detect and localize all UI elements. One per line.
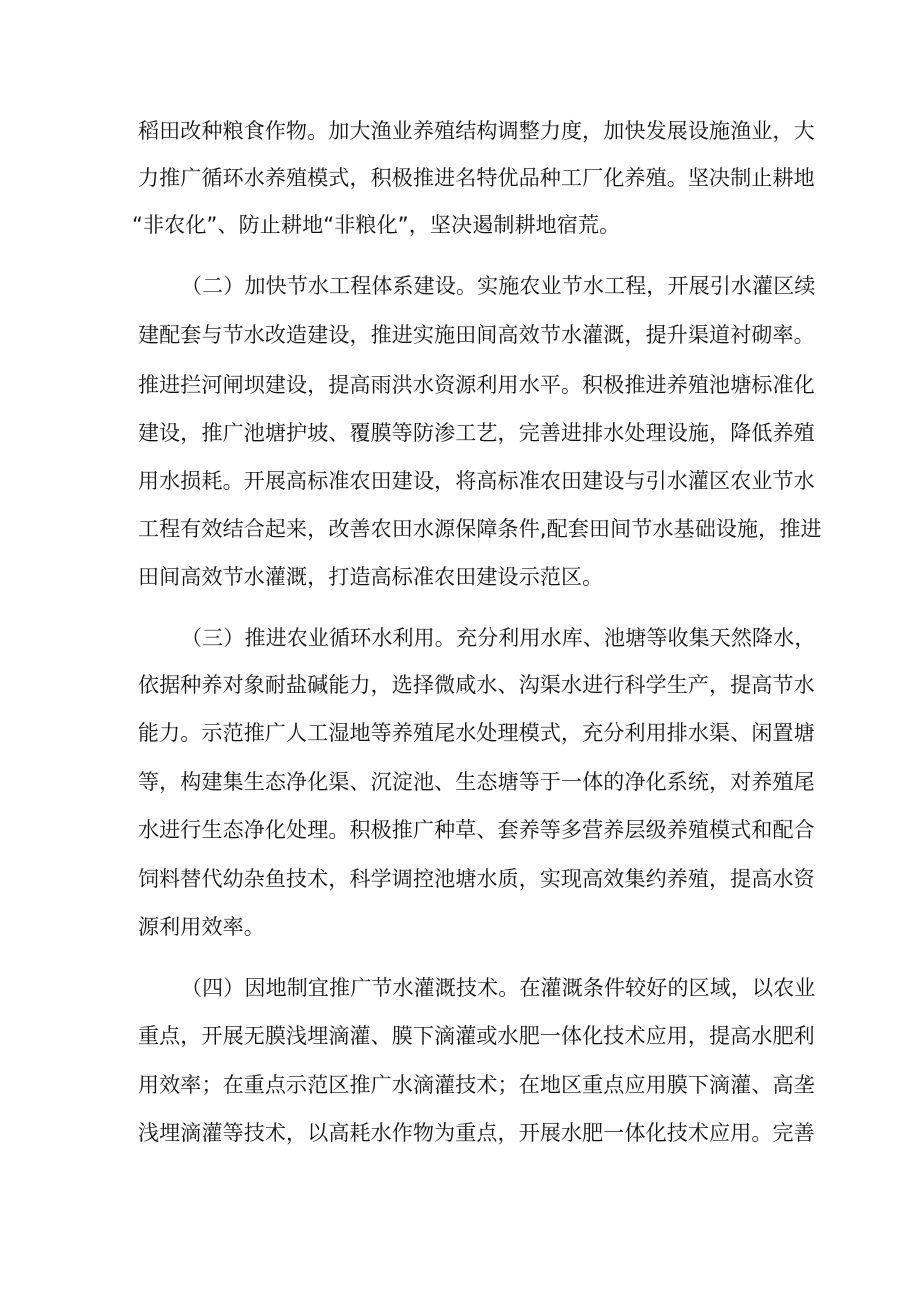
paragraph-3-line-3: 能力。示范推广人工湿地等养殖尾水处理模式，充分利用排水渠、闲置塘 <box>138 721 815 745</box>
paragraph-2-line-3: 推进拦河闸坝建设，提高雨洪水资源利用水平。积极推进养殖池塘标准化 <box>138 373 815 397</box>
paragraph-2-line-5: 用水损耗。开展高标准农田建设，将高标准农田建设与引水灌区农业节水 <box>138 469 815 493</box>
paragraph-4-line-4: 浅埋滴灌等技术，以高耗水作物为重点，开展水肥一体化技术应用。完善 <box>138 1121 815 1145</box>
paragraph-2-line-1: （二）加快节水工程体系建设。实施农业节水工程，开展引水灌区续 <box>181 274 816 298</box>
paragraph-2-line-6: 工程有效结合起来，改善农田水源保障条件,配套田间节水基础设施，推进 <box>138 517 822 541</box>
paragraph-3-line-5: 水进行生态净化处理。积极推广种草、套养等多营养层级养殖模式和配合 <box>138 818 815 842</box>
paragraph-1-line-1: 稻田改种粮食作物。加大渔业养殖结构调整力度，加快发展设施渔业，大 <box>138 119 815 143</box>
paragraph-4-line-2: 重点，开展无膜浅埋滴灌、膜下滴灌或水肥一体化技术应用，提高水肥利 <box>138 1024 815 1048</box>
paragraph-1-line-3: “非农化”、防止耕地“非粮化”，坚决遏制耕地宿荒。 <box>132 213 621 237</box>
paragraph-1-line-2: 力推广循环水养殖模式，积极推进名特优品种工厂化养殖。坚决制止耕地 <box>138 166 815 190</box>
paragraph-2-line-7: 田间高效节水灌溉，打造高标准农田建设示范区。 <box>138 565 604 589</box>
paragraph-2-line-2: 建配套与节水改造建设，推进实施田间高效节水灌溉，提升渠道衬砌率。 <box>138 323 815 347</box>
paragraph-3-line-6: 饲料替代幼杂鱼技术，科学调控池塘水质，实现高效集约养殖，提高水资 <box>138 867 815 891</box>
paragraph-3-line-1: （三）推进农业循环水利用。充分利用水库、池塘等收集天然降水， <box>181 626 816 650</box>
paragraph-3-line-4: 等，构建集生态净化渠、沉淀池、生态塘等于一体的净化系统，对养殖尾 <box>138 770 815 794</box>
paragraph-3-line-7: 源利用效率。 <box>138 915 265 939</box>
paragraph-4-line-3: 用效率；在重点示范区推广水滴灌技术；在地区重点应用膜下滴灌、高垄 <box>138 1073 815 1097</box>
paragraph-3-line-2: 依据种养对象耐盐碱能力，选择微咸水、沟渠水进行科学生产，提高节水 <box>138 673 815 697</box>
paragraph-4-line-1: （四）因地制宜推广节水灌溉技术。在灌溉条件较好的区域，以农业 <box>181 976 816 1000</box>
paragraph-2-line-4: 建设，推广池塘护坡、覆膜等防渗工艺，完善进排水处理设施，降低养殖 <box>138 421 815 445</box>
